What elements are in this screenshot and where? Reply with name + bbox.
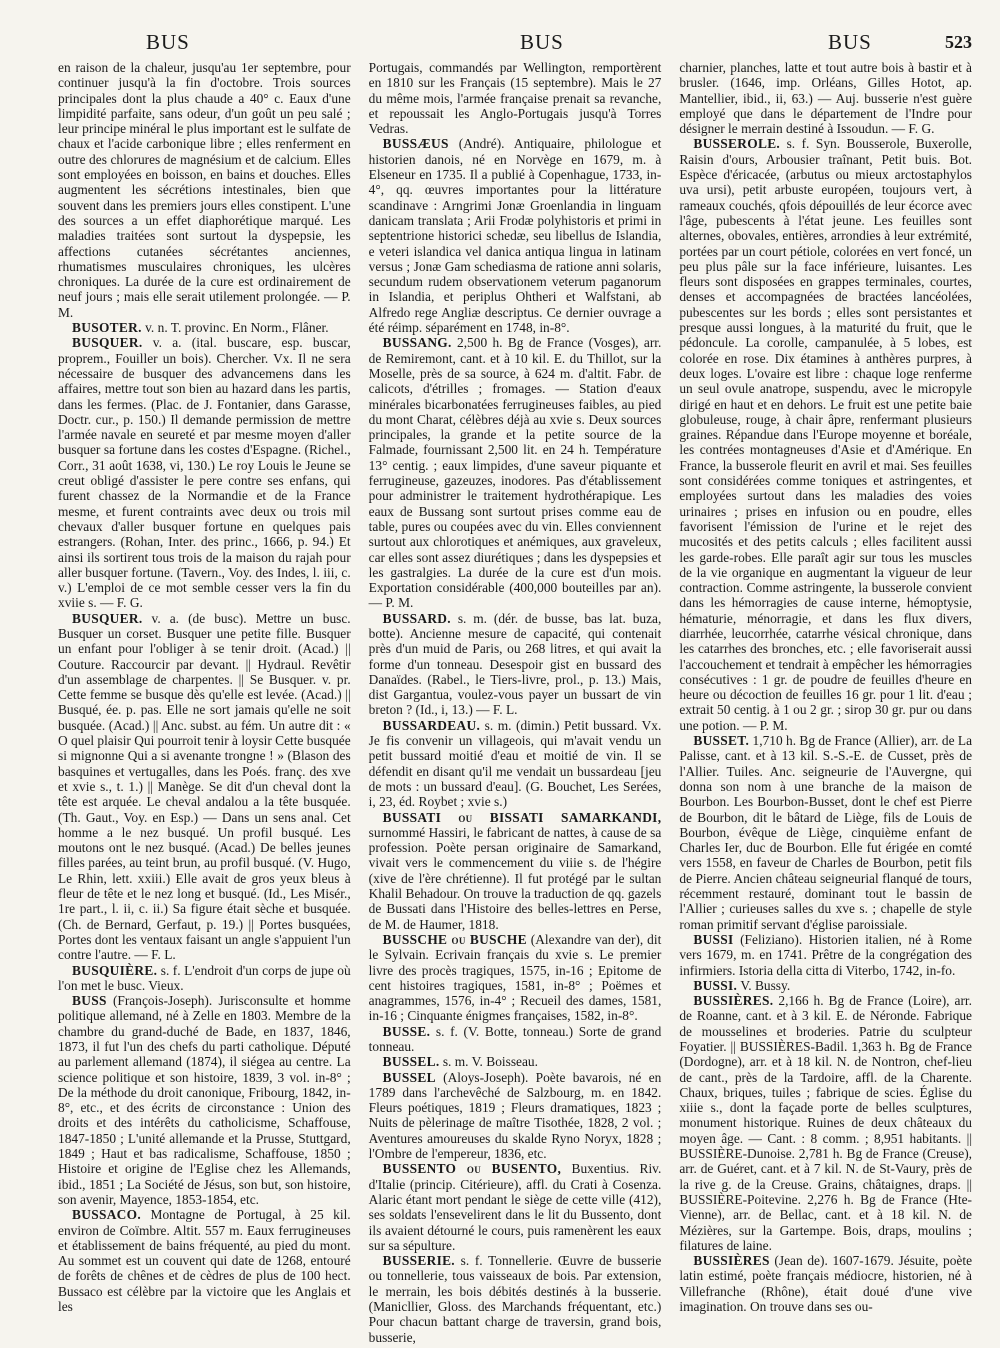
entry-text: Montagne de Portugal, à 25 kil. environ de Coïmbre. Altit. 557 m. Eaux ferrugineuses et établissement de bains fréquenté, au pied du mont. Au sommet est un couvent qui date de 1268, entouré de forêts de chênes et de cèdres de plus de 100 hect. Bussaco est célèbre par la victoire que les Anglais et les [58,1207,351,1315]
entry-text: s. f. L'endroit d'un corps de jupe où l'on met le busc. Vieux. [58,962,351,993]
dictionary-entry [679,60,972,136]
entry-text: s. m. (dimin.) Petit bussard. Vx. Je fis convenir un villageois, qui m'avait vendu un petit bussard moitié d'eau et moitié de vin. Il se défendit en disant qu'il me vendait un bussardeau [jeu de mots : un bussard d'eau]. (G. Bouchet, Les Serées, i, 23, éd. Roybet ; xvie s.) [368,717,662,810]
entry-text: s. f. (V. Botte, tonneau.) Sorte de grand tonneau. [368,1023,662,1054]
entry-text: charnier, planches, latte et tout autre bois à bastir et à brusler. (1646, imp. Orléans, Gilles Hotot, ap. Mantellier, ibid., ii, 63.) — Auj. busserie n'est guère employé que dans le département de l'Indre pour désigner le merrain destiné à Issoudun. — F. G. [679,60,973,137]
running-header [58,22,972,60]
entry-headword: BUSSACO. [72,1207,141,1223]
dictionary-entry [58,963,351,994]
dictionary-entry [369,611,662,718]
dictionary-entry [679,978,972,993]
dictionary-entry [58,60,351,320]
page-number: 523 [945,32,972,52]
entry-headword: BUSSARD. [382,610,451,626]
dictionary-entry [369,136,662,335]
entry-text: Portugais, commandés par Wellington, remportèrent en 1810 sur les Français (15 septembre). Mais le 27 du même mois, l'armée française prenait sa revanche, et repoussait les Anglo-Portugais jusqu'à Torres Vedras. [368,60,662,137]
entry-headword: BUSSCHE ou BUSCHE [382,931,527,947]
dictionary-entry [369,718,662,810]
entry-text: s. f. Syn. Bousserole, Buxerolle, Raisin d'ours, Arbousier traînant, Petit buis. Bot. Espèce d'éricacée, (arbutus ou mieux arctostaphylos uva ursi), petit arbuste européen, toujours vert, à rameaux couchés, qfois dépouillés de leur écorce avec l'âge, pubescents à l'état jeune. Les feuilles sont alternes, obovales, entières, arrondies à leur extrémité, portées par un court pétiole, colorées en vert foncé, un peu plus pâle sur la face inférieure, luisantes. Les fleurs sont disposées en grappes terminales, courtes, denses et accompagnées de bractées lancéolées, pubescentes sur les bords ; elles sont persistantes et presque aussi longues, à la maturité du fruit, que le pédoncule. La corolle, campanulée, à 5 lobes, est colorée en rose. Dix étamines à anthères purpres, à deux loges. L'ovaire est libre : chaque loge renferme un seul ovule anatrope, suspendu, avec le micropyle dirigé en haut et en dehors. Le fruit est une petite baie globuleuse, rouge, à chair âpre, renfermant plusieurs graines. Répandue dans l'Europe moyenne et boréale, les contrées montagneuses d'Asie et d'Amérique. En France, la busserole fleurit en avril et mai. Ses feuilles sont considérées comme toniques et astringentes, et employées surtout dans les maladies des voies urinaires ; prises en infusion ou en poudre, elles favorisent l'émission de l'urine et le rejet des mucosités et des petits calculs ; elles facilitent aussi les garde-robes. Elle paraît agir sur tous les muscles de la vie organique en augmentant la vigueur de leur contraction. Comme astringente, la busserole convient dans les hémorragies de cause interne, hémoptysie, hématurie, ménorragie, et dans les flux divers, diarrhée, leucorrhée, catarrhe vésical chronique, dans les catarrhes des bronches, etc. ; elle favoriserait aussi l'accouchement et tendrait à empêcher les hémorragies consécutives : 1 gr. de poudre de feuilles d'heure en heure ou décoction de feuilles 16 gr. pour 1 lit. d'eau ; extrait 50 centig. à 1 ou 2 gr. ; sirop 30 gr. pur ou dans une potion. — P. M. [679,136,973,733]
entry-headword: BUSSIÈRES. [693,993,774,1009]
dictionary-entry [679,932,972,978]
dictionary-entry [369,1070,662,1162]
column-1 [58,60,351,1330]
dictionary-entry [58,611,351,963]
entry-text: surnommé Hassiri, le fabricant de nattes, à cause de sa profession. Poète persan originaire de Samarkand, vivait vers le commencement du viiie s. de l'hégire (xive de l'ère chrétienne). Il fut protégé par le sultan Khalil Behadour. On trouve la traduction de qq. gazels de Bussati dans l'Histoire des belles-lettres en Perse, de M. de Haumer, 1818. [368,824,662,932]
header-guide-word-right: BUS [828,30,872,54]
entry-headword: BUSQUIÈRE. [72,962,158,978]
entry-text: (Alexandre van der), dit le Sylvain. Ecrivain français du xvie s. Le premier livre des procès tragiques, 1575, in-16 ; Epitome de cent histoires tragiques, 1581, in-8° ; Poëmes et anagrammes, 1576, in-4° ; Recueil des dames, 1581, in-16 ; Cinquante énigmes françaises, 1582, in-8°. [368,931,662,1024]
column-2 [368,60,662,1345]
header-guide-word-center: BUS [520,30,564,54]
entry-headword: BUSSI [693,931,734,947]
entry-text: v. a. (ital. buscare, esp. buscar, proprem., Fouiller un bois). Chercher. Vx. Il ne sera nécessaire de busquer des advancemens dans les affaires, mettre tout son bien au hazard dans les partis, dans les fermes. (Plac. de J. Fontanier, dans Garasse, Doctr. cur., p. 150.) Il demande permission de mettre l'armée navale en seureté et par mesme moyen d'aller busquer sa fortune dans les costes d'Espagne. (Richel., Corr., 31 août 1638, vi, 130.) Le roy Louis le Jeune se creut obligé d'assister le pere contre ses enfans, qui furent chassez de la Normandie et de la France mesme, et furent contraints avec deux ou trois mil chevaux d'aller busquer fortune en quelques pais estrangers. (Rohan, Inter. des princ., 1666, p. 94.) Et ainsi ils sortirent tous trois de la maison du rajah pour aller busquer fortune. (Tavern., Voy. des Indes, l. iii, c. v.) L'emploi de ce mot semble cesser vers la fin du xviie s. — F. G. [58,335,351,611]
entry-text: (Aloys-Joseph). Poète bavarois, né en 1789 dans l'archevêché de Salzbourg, m. en 1842. Fleurs poétiques, 1819 ; Fleurs dramatiques, 1823 ; Nuits de pèlerinage de maître Tisothée, 1828, 2 vol. ; Aventures amoureuses du skalde Ryno Noryx, 1828 ; l'Ombre de l'empereur, 1836, etc. [368,1069,662,1162]
dictionary-entry [369,60,662,136]
entry-headword: BUSSEL [382,1069,436,1085]
entry-text: (Feliziano). Historien italien, né à Rome vers 1679, m. en 1741. Prêtre de la congrégation des infirmiers. Istoria della citta di Viterbo, 1742, in-fo. [679,931,973,978]
dictionary-entry [679,993,972,1253]
dictionary-entry [369,1054,662,1069]
entry-headword: BUSSE. [382,1023,431,1039]
entry-headword: BUSSANG. [382,335,452,351]
entry-headword: BUSSARDEAU. [382,717,481,733]
dictionary-entry [369,1253,662,1345]
dictionary-entry [58,993,351,1207]
entry-text: v. a. (de busc). Mettre un busc. Busquer un corset. Busquer une petite fille. Busquer un enfant pour l'obliger à se tenir droit. (Acad.) || Couture. Raccourcir par devant. || Hydraul. Revêtir d'un assemblage de charpentes. || Se Busquer. v. pr. Cette femme se busque dès qu'elle est levée. (Acad.) || Busqué, ée. p. pas. Elle ne sort jamais qu'elle ne soit busquée. (Acad.) || Anc. subst. au fém. Un autre dit : « O quel plaisir Qui pourroit tenir à loysir Cette busquée si mignonne Qui a si avenante trongne ! » (Blason des basquines et vertugalles, dans les Poés. franç. des xve et xvie s., t. 1.) || Manège. Se dit d'un cheval dont la tête est arquée. Le cheval andalou a la tête busquée. (Th. Gaut., Voy. en Esp.) — Dans un sens anal. Cet homme a le nez busqué. Un profil busqué. Les moutons ont le nez busqué. (Acad.) De belles jeunes filles parées, au teint brun, au profil busqué. (V. Hugo, Le Rhin, lett. xxiii.) Elle avait de gros yeux bleus à fleur de tête et le nez long et busqué. (Id., Les Misér., 1re part., l. ii, c. ii.) Sa figure était sèche et busquée. (Ch. de Bernard, Gerfaut, p. 19.) || Portes busquées, Portes dont les ventaux faisant un angle s'appuient l'un contre l'autre. — F. L. [58,610,351,963]
entry-text: s. m. V. Boisseau. [442,1054,538,1070]
dictionary-entry [369,335,662,610]
dictionary-entry [369,1161,662,1253]
entry-headword: BUSQUER. [72,610,143,626]
dictionary-entry [58,1207,351,1314]
entry-headword: BUSS [72,993,107,1009]
entry-headword: BUSSEROLE. [693,136,781,152]
entry-text: (André). Antiquaire, philologue et historien danois, né en Norvège en 1679, m. à Elseneur en 1735. Il a publié à Copenhague, 1733, in-4°, qq. œuvres importantes pour la littérature scandinave : Arngrimi Jonæ Groenlandia in linguam danicam translata ; Arii Frodæ polyhistoris et primi in septentrione historici schedæ, seu libellus de Islandia, e veteri islandica vel danica antiqua lingua in latinam versus ; Jonæ Gam schediasma de ratione anni solaris, secundum rudem observationem veterum paganorum in Islandia, et periplus Ohtheri et Walfstani, ab Alfredo rege Angliæ descriptus. Ce dernier ouvrage a été réimp. séparément en 1748, in-8°. [368,136,662,336]
entry-headword: BUSSEL. [382,1054,440,1070]
dictionary-entry [58,320,351,335]
entry-headword: BUSSÆUS [382,136,449,152]
entry-headword: BUSSENTO ou BUSENTO, [382,1161,562,1177]
dictionary-entry [369,810,662,932]
entry-headword: BUSOTER. [72,320,142,336]
entry-text: 1,710 h. Bg de France (Allier), arr. de La Palisse, cant. et à 13 kil. S.-S.-E. de Cusset, près de l'Allier. Tuiles. Anc. seigneurie de l'Auvergne, qui donna son nom à une branche de la maison de Bourbon. Les Bourbon-Busset, dont le chef est Pierre de Bourbon, dit le bâtard de Liège, fils de Louis de Bourbon, évêque de Liège, cinquième enfant de Charles Ier, duc de Bourbon. Elle fut érigée en comté vers 1558, en faveur de Charles de Bourbon, petit fils de Pierre. Ancien château seigneurial flanqué de tours, récemment restauré, dominant tout le bassin de l'Allier ; curieuses salles du xve s. ; chapelle de style roman primitif servant d'église paroissiale. [679,733,973,932]
text-columns [58,60,973,1345]
entry-text: en raison de la chaleur, jusqu'au 1er septembre, pour continuer jusqu'à la fin d'octobre. Trois sources principales dont la plus chaude a 40° c. Eaux d'une limpidité parfaite, sans odeur, d'un goût un peu salé ; leur principe minéral le plus important est le sulfate de chaux et l'acide carbonique libre ; elles renferment en outre des chlorures de magnésium et de calcium. Elles sont employées en boisson, en bains et douches. Elles augmentent les sécrétions intestinales, bien que souvent dans les premiers jours elles constipent. L'une des sources a un effet diaphorétique marqué. Les maladies traitées sont surtout la dyspepsie, les affections cutanées sécrétantes anciennes, rhumatismes musculaires chroniques, les ulcères chroniques. La durée de la cure est ordinairement de neuf jours ; mais elle serait utilement prolongée. — P. M. [58,60,351,320]
entry-text: s. f. Tonnellerie. Œuvre de busserie ou tonnellerie, tous vaisseaux de bois. Par extension, le merrain, les bois débités destinés à la busserie. (Manicllier, Gloss. des Marchands fréquentant, etc.) Pour chacun battant charge de traversin, grand bois, busserie, [368,1253,662,1345]
header-guide-word-left: BUS [146,30,190,54]
dictionary-entry [679,136,972,733]
entry-headword: BUSQUER. [72,335,143,351]
entry-text: Buxentius. Riv. d'Italie (princip. Citérieure), affl. du Crati à Cosenza. Alaric étant mort pendant le siège de cette ville (412), ses soldats l'ensevelirent dans le lit du Bussento, dont ils avaient détourné le cours, puis ramenèrent les eaux sur sa sépulture. [368,1161,662,1253]
column-3 [679,60,972,1330]
entry-headword: BUSSERIE. [382,1253,455,1269]
entry-text: 2,166 h. Bg de France (Loire), arr. de Roanne, cant. et à 3 kil. E. de Néronde. Fabrique de mousselines et broderies. Patrie du sculpteur Foyatier. || BUSSIÈRES-Badil. 1,363 h. Bg de France (Dordogne), arr. et à 18 kil. N. de Nontron, chef-lieu de cant., près de la Tardoire, affl. de la Charente. Chaux, briques, tuiles ; fabrique de scies. Église du xiiie s., dont la façade porte de belles sculptures, monument historique. Ruines de deux châteaux du moyen âge. — Cant. : 8 comm. ; 8,951 habitants. || BUSSIÈRE-Dunoise. 2,781 h. Bg de France (Creuse), arr. de Guéret, cant. et à 7 kil. N. de St-Vaury, près de la rive g. de la Creuse. Grains, châtaignes, draps. || BUSSIÈRE-Poitevine. 2,276 h. Bg de France (Hte-Vienne), arr. de Bellac, cant. et à 18 kil. N. de Mézières, sur la Gartempe. Bois, draps, moulins ; filatures de laine. [679,993,973,1253]
entry-text: V. Bussy. [740,977,791,993]
dictionary-entry [369,932,662,1024]
dictionary-entry [58,335,351,610]
entry-text: v. n. T. provinc. En Norm., Flâner. [145,320,329,336]
entry-text: 2,500 h. Bg de France (Vosges), arr. de Remiremont, cant. et à 10 kil. E. du Thillot, sur la Moselle, près de sa source, à 624 m. d'altit. Fabr. de calicots, d'étrilles ; fromages. — Station d'eaux minérales bicarbonatées ferrugineuses faibles, au pied du mont Charat, célèbres déjà au xvie s. Deux sources principales, la grande et la petite source de la Falmade, fournissant 2,500 lit. en 24 h. Température 13° centig. ; eaux limpides, d'une saveur piquante et ferrugineuse, gazeuzes, inodores. Pas d'établissement pour administrer le traitement hydrothérapique. Les eaux de Bussang sont surtout prises comme eau de table, pures ou coupées avec du vin. Elles conviennent surtout aux chlorotiques et anémiques, aux graveleux, car elles sont assez diurétiques ; dans les dyspepsies et les gastralgies. La durée de la cure est d'un mois. Exportation considérable (400,000 bouteilles par an). — P. M. [368,335,662,611]
entry-headword: BUSSATI ou BISSATI SAMARKANDI, [382,809,662,825]
dictionary-entry [369,1024,662,1055]
entry-text: (François-Joseph). Jurisconsulte et homme politique allemand, né à Zelle en 1803. Membre de la chambre du grand-duché de Bade, en 1837, 1846, 1873, il fut l'un des chefs du parti catholique. Député au parlement allemand (1874), il siégea au centre. La science politique et son histoire, 1839, 3 vol. in-8° ; De la méthode du droit canonique, Fribourg, 1842, in-8°, etc., et des écrits de circonstance : Union des droits et des intérêts du catholicisme, Schaffouse, 1847-1850 ; L'unité allemande et la Prusse, Stuttgard, 1849 ; Haut et bas radicalisme, Schaffouse, 1850 ; Histoire et origine de l'Eglise chez les Allemands, ibid., 1851 ; La Société de Jésus, son but, son histoire, son avenir, Mayence, 1853-1854, etc. [58,993,351,1207]
dictionary-entry [679,1253,972,1314]
entry-headword: BUSSI. [693,977,738,993]
entry-text: s. m. (dér. de busse, bas lat. buza, botte). Ancienne mesure de capacité, qui contenait près d'un muid de Paris, ou 268 litres, et qui avait la forme d'un tonneau. Desespoir gist en bussard des Danaïdes. (Rabel., le Tiers-livre, prol., p. 13.) Mais, dist Gargantua, voulez-vous payer un bussart de vin breton ? (Id., i, 13.) — F. L. [368,610,662,718]
dictionary-entry [679,733,972,932]
entry-headword: BUSSIÈRES [693,1253,770,1269]
entry-text: (Jean de). 1607-1679. Jésuite, poète latin estimé, poète français médiocre, historien, né à Villefranche (Rhône), était doué d'une vive imagination. On trouve dans ses ou- [679,1253,973,1315]
entry-headword: BUSSET. [693,733,750,749]
